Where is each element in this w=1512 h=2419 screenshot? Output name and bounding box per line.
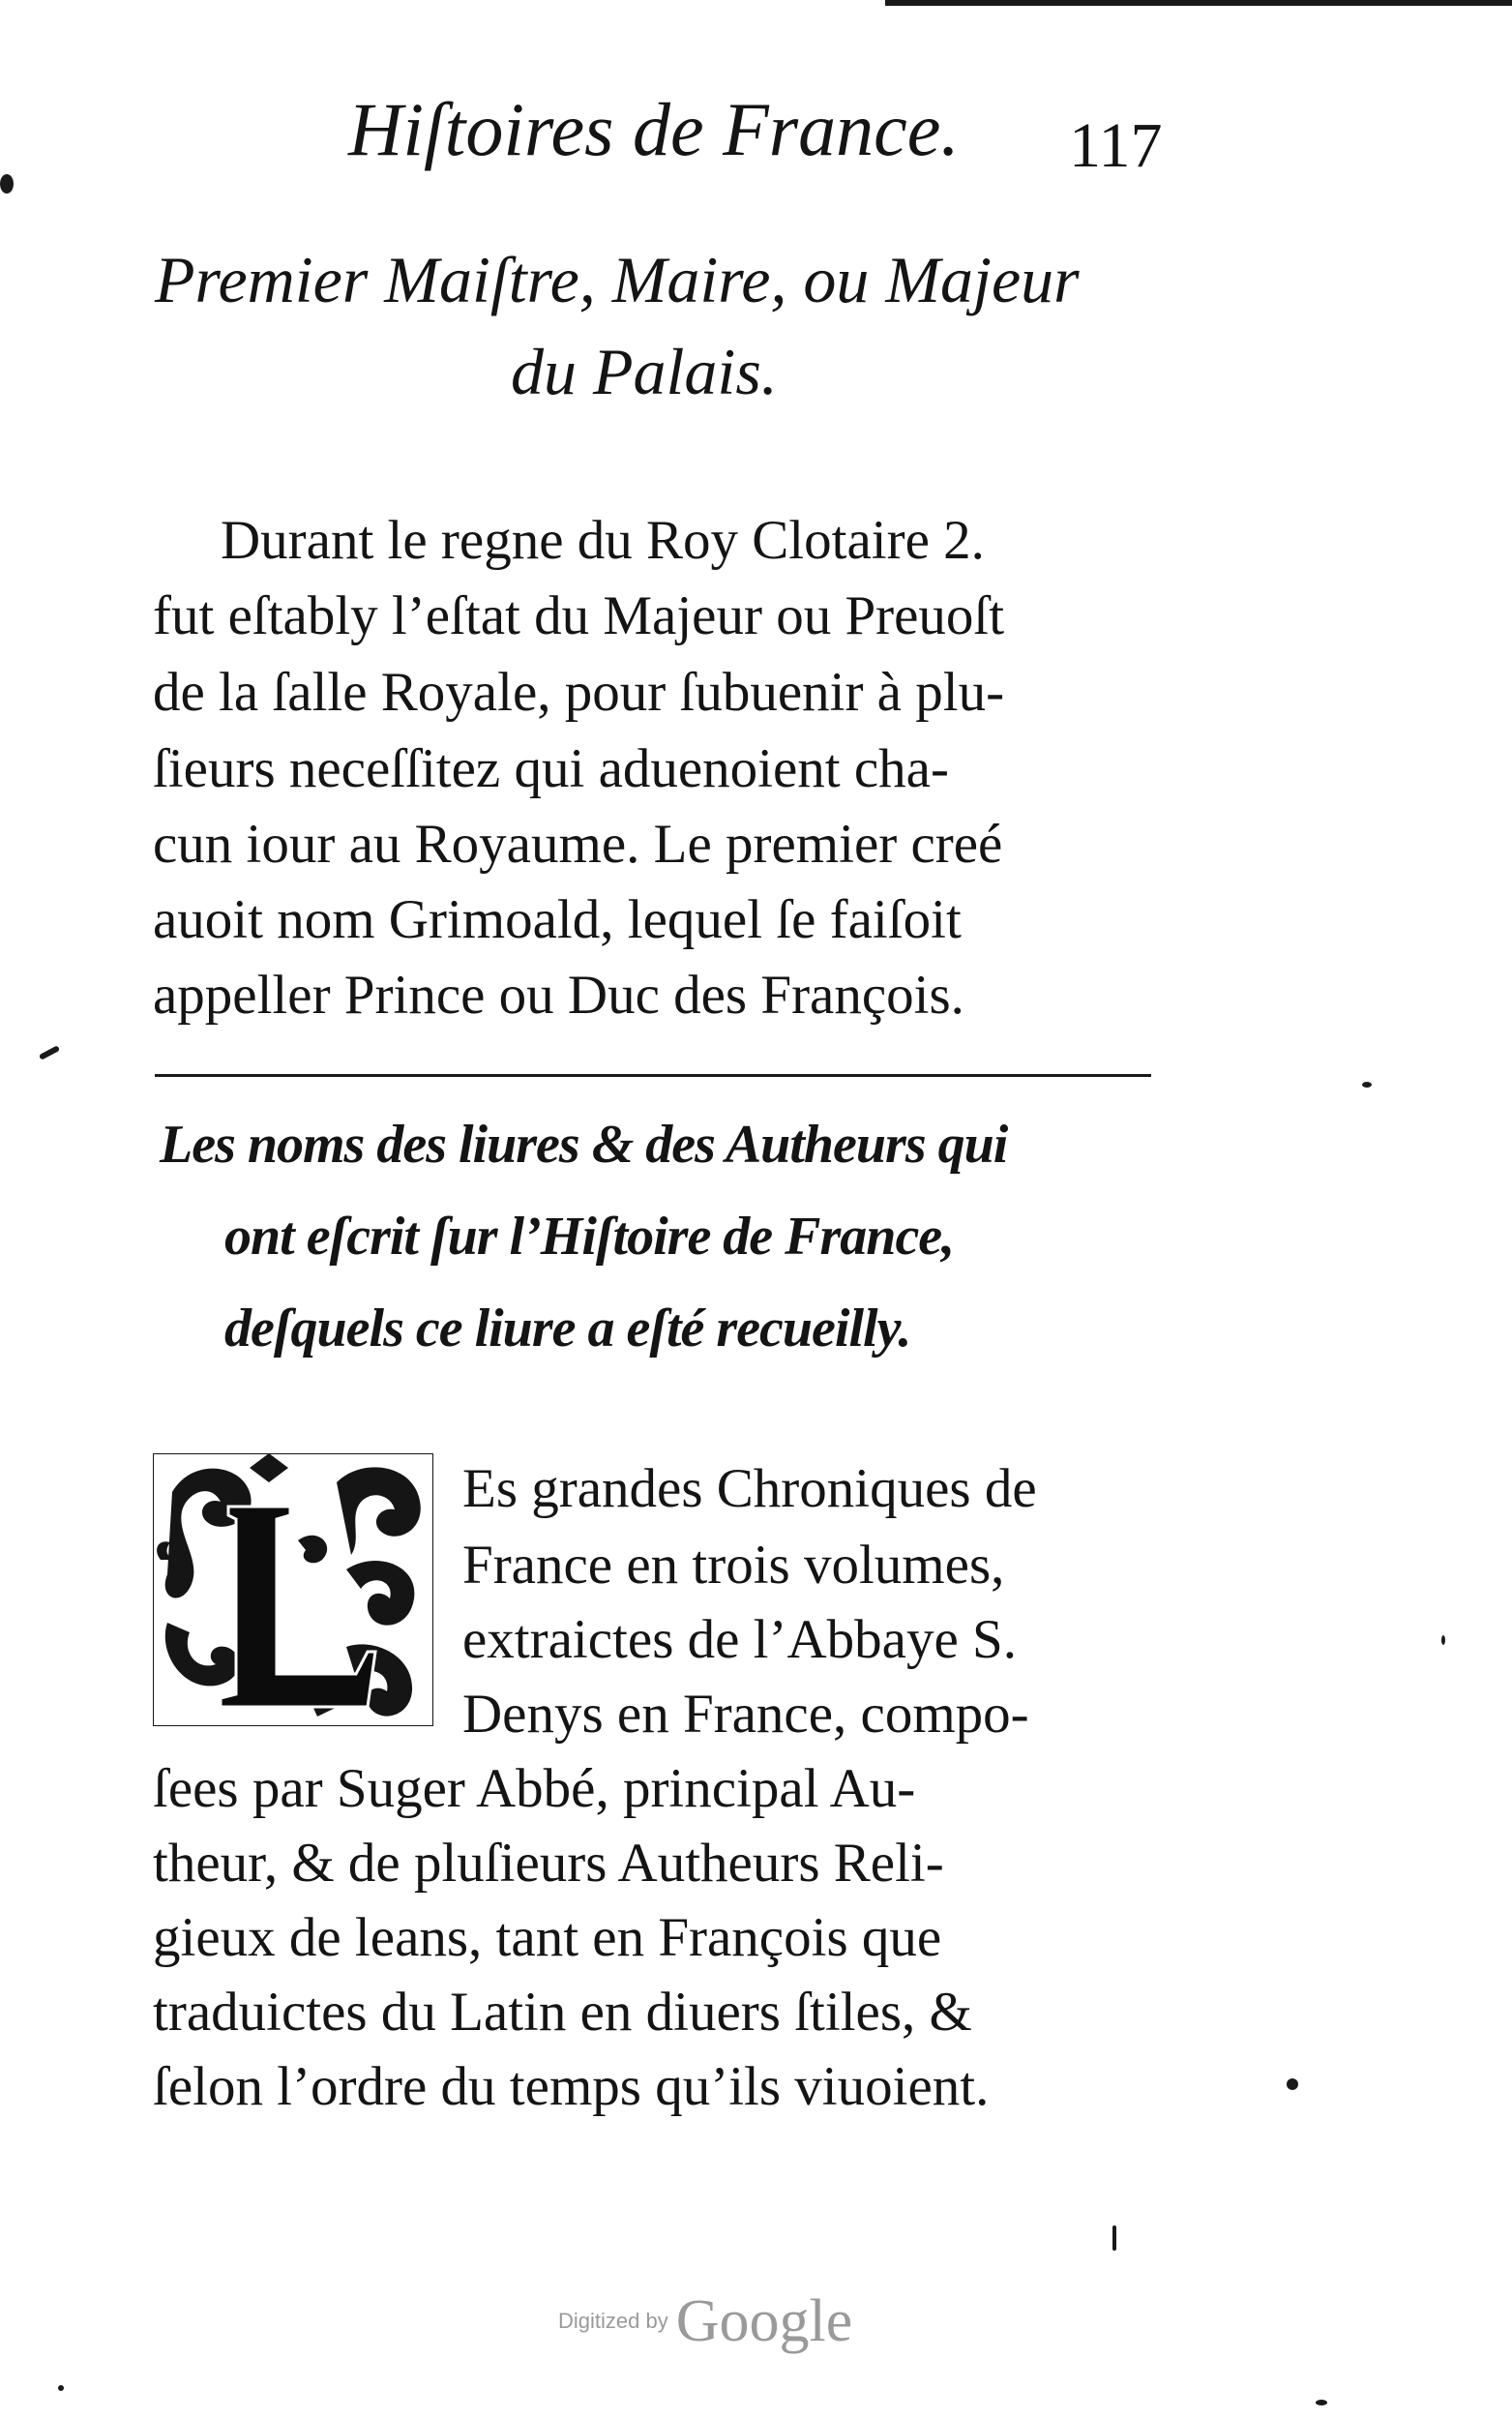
section-2-text-line-8: traduictes du Latin en diuers ſtiles, & [153,1982,972,2043]
section-2-text-line-9: ſelon l’ordre du temps qu’ils viuoient. [153,2056,990,2117]
running-head-title: Hiſtoires de France. [348,87,960,171]
section-2-heading-line-3: deſquels ce liure a eſté recueilly. [224,1299,911,1359]
google-logo: Google [675,2288,853,2354]
section-2-heading-line-1: Les noms des liures & des Autheurs qui [160,1115,1008,1175]
section-2-text-line-7: gieux de leans, tant en François que [153,1907,942,1968]
margin-speck [1112,2225,1116,2251]
section-1-text-line-2: fut eſtably l’eſtat du Majeur ou Preuoſt [153,585,1005,646]
section-2-text-line-1: Es grandes Chroniques de [462,1458,1037,1519]
margin-speck [1287,2078,1298,2090]
section-2-heading-line-2: ont eſcrit ſur l’Hiſtoire de France, [224,1207,955,1267]
section-2-text-line-4: Denys en France, compo- [462,1684,1029,1745]
margin-speck [39,1045,60,1060]
section-1-text-line-5: cun iour au Royaume. Le premier creé [153,814,1003,875]
section-divider-rule [155,1074,1151,1077]
page-number: 117 [1069,110,1163,181]
top-edge-rule [885,0,1512,6]
margin-speck [1441,1635,1445,1645]
section-2-text-line-5: ſees par Suger Abbé, principal Au- [153,1758,916,1819]
ornamental-dropcap [153,1453,433,1726]
section-1-heading-line-2: du Palais. [511,335,778,408]
watermark-prefix: Digitized by [558,2309,668,2333]
section-1-text-line-3: de la ſalle Royale, pour ſubuenir à plu- [153,662,1005,723]
section-1-heading-line-1: Premier Maiſtre, Maire, ou Majeur [155,243,1080,316]
section-1-text-line-6: auoit nom Grimoald, lequel ſe faiſoit [153,889,962,950]
margin-speck [1362,1082,1372,1088]
section-2-text-line-2: France en trois volumes, [462,1535,1005,1596]
section-2-text-line-6: theur, & de pluſieurs Autheurs Reli- [153,1833,944,1894]
margin-speck [1316,2400,1327,2405]
section-1-text-line-4: ſieurs neceſſitez qui aduenoient cha- [153,738,949,799]
section-1-text-line-7: appeller Prince ou Duc des François. [153,965,964,1026]
section-1-text-line-1: Durant le regne du Roy Clotaire 2. [221,510,985,571]
digitized-by-google-watermark [558,2288,853,2354]
section-2-text-line-3: extraictes de l’Abbaye S. [462,1609,1017,1670]
margin-speck [58,2385,64,2391]
margin-speck [0,174,14,194]
